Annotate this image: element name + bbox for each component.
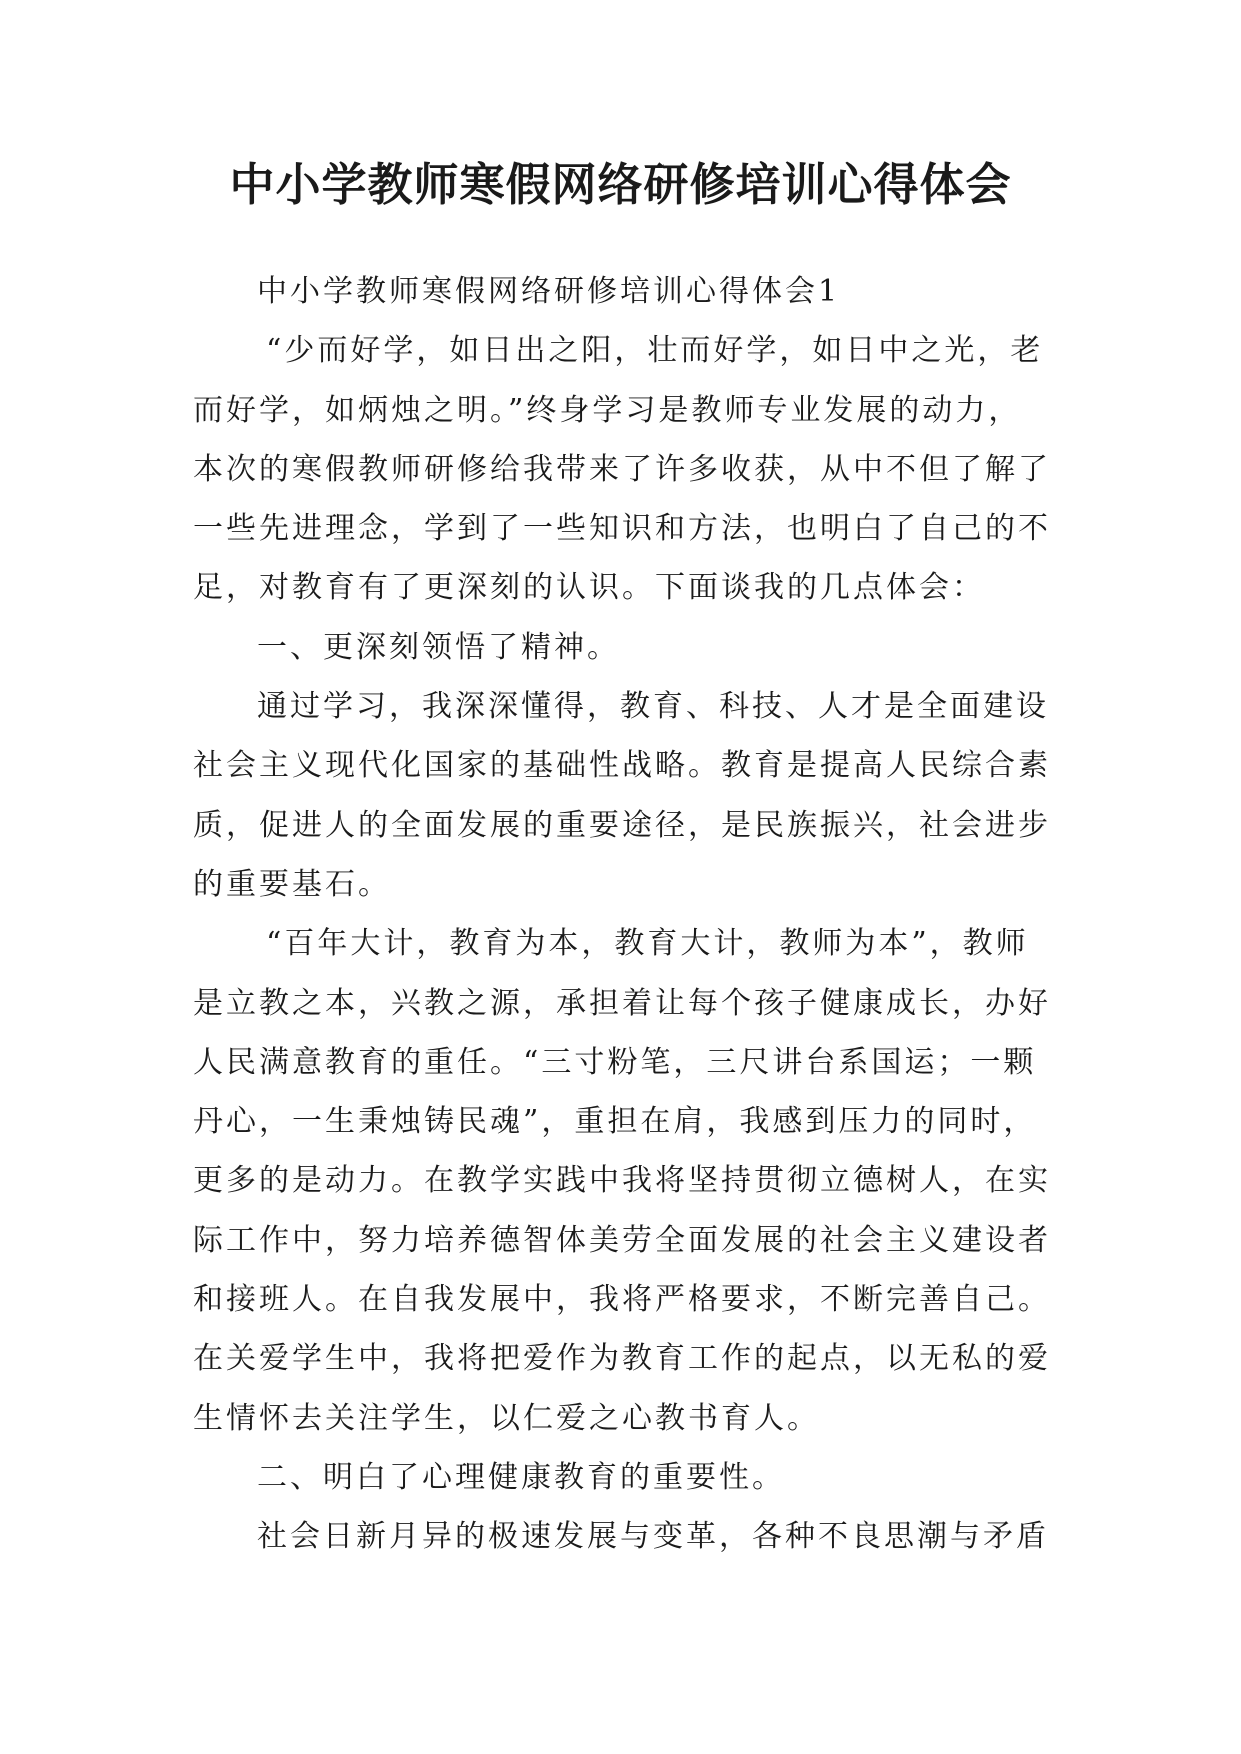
paragraph-line: 质，促进人的全面发展的重要途径，是民族振兴，社会进步 — [193, 807, 1051, 843]
paragraph-line: 是立教之本，兴教之源，承担着让每个孩子健康成长，办好 — [193, 985, 1051, 1021]
paragraph-line: 在关爱学生中，我将把爱作为教育工作的起点，以无私的爱 — [193, 1341, 1051, 1377]
document-title: 中小学教师寒假网络研修培训心得体会 — [229, 158, 1012, 211]
paragraph-line: “百年大计，教育为本，教育大计，教师为本”，教师 — [266, 926, 1029, 962]
paragraph-line: 本次的寒假教师研修给我带来了许多收获，从中不但了解了 — [193, 451, 1051, 487]
section-heading-1: 中小学教师寒假网络研修培训心得体会1 — [257, 274, 841, 309]
paragraph-line: 丹心，一生秉烛铸民魂”，重担在肩，我感到压力的同时， — [193, 1104, 1037, 1140]
document-body — [193, 262, 1053, 1567]
paragraph-line: “少而好学，如日出之阳，壮而好学，如日中之光，老 — [266, 333, 1044, 369]
paragraph-line: 人民满意教育的重任。“三寸粉笔，三尺讲台系国运；一颗 — [193, 1044, 1037, 1080]
paragraph-line: 而好学，如炳烛之明。”终身学习是教师专业发展的动力， — [193, 392, 1022, 428]
paragraph-line: 更多的是动力。在教学实践中我将坚持贯彻立德树人，在实 — [193, 1163, 1051, 1199]
paragraph-line: 和接班人。在自我发展中，我将严格要求，不断完善自己。 — [193, 1282, 1051, 1318]
paragraph-line: 社会主义现代化国家的基础性战略。教育是提高人民综合素 — [193, 748, 1051, 784]
paragraph-line: 生情怀去关注学生，以仁爱之心教书育人。 — [193, 1400, 820, 1436]
paragraph-line: 一些先进理念，学到了一些知识和方法，也明白了自己的不 — [193, 511, 1051, 547]
subheading-1: 一、更深刻领悟了精神。 — [257, 629, 620, 665]
paragraph-line: 的重要基石。 — [193, 866, 391, 902]
paragraph-line: 际工作中，努力培养德智体美劳全面发展的社会主义建设者 — [193, 1222, 1051, 1258]
paragraph-line: 通过学习，我深深懂得，教育、科技、人才是全面建设 — [257, 689, 1049, 725]
subheading-2: 二、明白了心理健康教育的重要性。 — [257, 1459, 785, 1495]
paragraph-line: 社会日新月异的极速发展与变革，各种不良思潮与矛盾 — [257, 1519, 1049, 1555]
paragraph-line: 足，对教育有了更深刻的认识。下面谈我的几点体会： — [193, 570, 985, 606]
